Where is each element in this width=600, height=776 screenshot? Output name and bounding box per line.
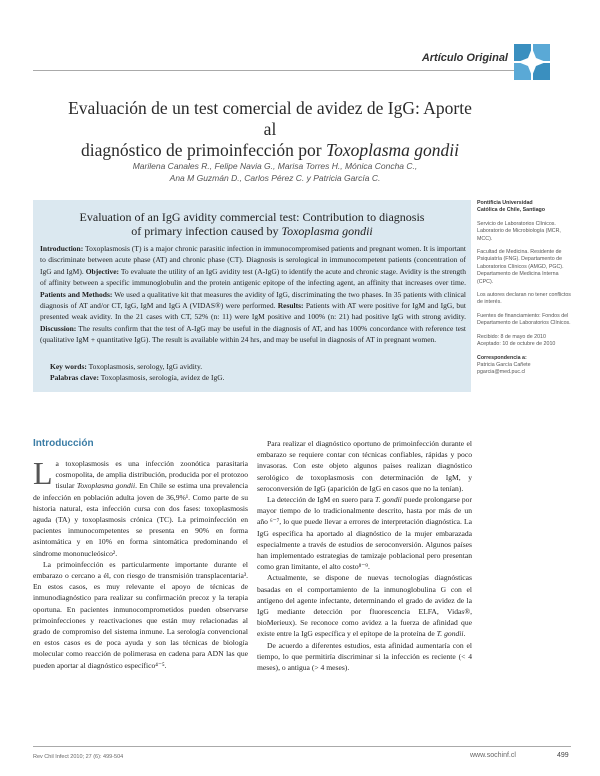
intro-p4-organism: T. gondii	[374, 495, 402, 505]
abstract-results-label: Results:	[277, 301, 304, 311]
abstract-keywords	[40, 361, 466, 383]
intro-p4a: La detección de IgM en suero para	[267, 495, 375, 505]
abstract-results-text: Patients with AT were positive for IgM and IgG, but presented weak avidity. In the 21 cases with CT, 52% (n: 11) were IgM positive and 100% (n: 21) had positive IgG with strong avidity.	[40, 301, 466, 322]
title-organism: Toxoplasma gondii	[325, 140, 459, 160]
footer-divider	[33, 746, 571, 747]
intro-p2: La primoinfección es particularmente importante durante el embarazo o cercano a él, con riesgo de transmisión transplacentaria³. En estos casos, es muy relevante el apoyo de técnicas de inmunodiagnóstico para realizar su confirmación precoz y la terapia oportuna. En pacientes inmunocomprometidos pueden observarse primoinfecciones y reactivaciones que están muy relacionadas al grado de compromiso del sistema inmune. La serología convencional en estos casos es de poca ayuda y son las técnicas de biología molecular como reacción de polimerasa en cadena para ADN las que pueden aportar al diagnóstico específico⁴⁻⁵.	[33, 559, 248, 670]
page-number: 499	[557, 752, 569, 759]
intro-p3: Para realizar el diagnóstico oportuno de primoinfección durante el embarazo se requiere contar con técnicas confiables, rápidas y poco invasoras. Con este objeto algunos países realizan diagnóstico serológico de toxoplasmosis con determinación de IgM, y seroconversión de IgG (aparición de IgG en casos que no la tenían).	[257, 439, 472, 493]
header-divider	[33, 70, 515, 71]
abstract-discussion-label: Discussion:	[40, 323, 77, 333]
body-column-left	[33, 455, 248, 671]
footer-citation: Rev Chil Infect 2010; 27 (6): 499-504	[33, 754, 124, 760]
palabras-label: Palabras clave:	[50, 373, 99, 382]
intro-p1b: . En Chile se estima una prevalencia de infección en población adulta joven de 36,9%¹. Como parte de su historia natural, esta infección cursa con dos fases: toxoplasmosis aguda (TA) y toxoplasmosis crónica (TC). La primoinfección en pacientes inmunocompetentes se presenta en 90% en forma asintomática y en 10% en forma sintomática predominando el síndrome mononucleósico².	[33, 481, 248, 558]
keywords-text: Toxoplasmosis, serology, IgG avidity.	[86, 362, 203, 371]
intro-p4b: puede prolongarse por mayor tiempo de lo tradicionalmente descrito, hasta por más de un año ⁶⁻⁷, lo que puede llevar a errores de interpretación diagnóstica. La IgG específica ha aportado al diagnóstico de la mujer embarazada especialmente a través de estudios de seroconversión. Algunos países han implementado estrategias de tamizaje poblacional pero presentan como gran limitante, el alto costo⁸⁻⁹.	[257, 495, 472, 572]
intro-heading: Introducción	[33, 438, 94, 449]
abstract-discussion-text: The results confirm that the test of A-IgG may be useful in the diagnosis of AT, and has 100% concordance with reference test (qualitative IgM + quantitative IgG). The result is available within 24 hrs, and may be useful in diagnosis of AT in pregnant women.	[40, 323, 466, 345]
accepted-date: Aceptado: 10 de octubre de 2010	[477, 341, 556, 348]
authors-line2: Ana M Guzmán D., Carlos Pérez C. y Patricia García C.	[169, 173, 381, 183]
abstract-intro-text: Toxoplasmosis (T) is a major chronic parasitic infection in immunocompromised patients and pregnant women. It is important to discriminate between acute phase (AT) and chronic phase (CT). Diagnosis is serological in immunocompetent patients (concentration of IgG and IgM).	[40, 244, 466, 276]
body-column-right	[257, 438, 472, 673]
intro-p1-organism: Toxoplasma gondii	[76, 481, 136, 491]
abstract-methods-text: We used a qualitative kit that measures the avidity of IgG, discriminating the two phases. In 35 patients with clinical diagnosis of AT and/or CT, IgG, IgM and IgG A (VIDAS®) were performed.	[40, 289, 467, 311]
footer-site-link[interactable]: www.sochinf.cl	[470, 752, 516, 759]
author-list	[130, 160, 420, 184]
title-line2: diagnóstico de primoinfección por	[81, 140, 326, 160]
intro-p1a: a toxoplasmosis es una infección zoonótica parasitaria cosmopolita, de amplia distribución, producida por el protozoo tisular	[55, 459, 248, 491]
abstract-title-line1: Evaluation of an IgG avidity commercial test: Contribution to diagnosis	[79, 210, 425, 224]
intro-p6: De acuerdo a diferentes estudios, esta afinidad aumentaría con el tiempo, lo que permitiría discriminar si la infección es reciente (< 4 meses), o antigua (> 4 meses).	[257, 640, 472, 673]
abstract-title	[60, 210, 444, 238]
abstract-intro-label: Introduction:	[40, 244, 84, 253]
drop-cap: L	[33, 455, 53, 491]
institution-line1: Pontificia Universidad	[477, 200, 533, 206]
abstract-title-line2: of primary infection caused by	[131, 224, 282, 238]
keywords-label: Key words:	[50, 362, 87, 371]
correspondence-name: Patricia García Cañete	[477, 361, 531, 368]
affiliation-sidebar	[477, 200, 573, 383]
intro-p5b: .	[463, 629, 466, 639]
abstract-objective-label: Objective:	[85, 266, 120, 276]
palabras-text: Toxoplasmosis, serología, avidez de IgG.	[98, 373, 225, 382]
correspondence-label: Correspondencia a:	[477, 354, 527, 361]
conflict-statement: Los autores declaran no tener conflictos de interés.	[477, 292, 571, 306]
received-date: Recibido: 8 de mayo de 2010	[477, 333, 546, 340]
abstract-title-organism: Toxoplasma gondii	[281, 224, 373, 238]
article-title	[60, 98, 480, 161]
title-line1: Evaluación de un test comercial de avidez de IgG: Aporte al	[68, 98, 472, 139]
abstract-methods-label: Patients and Methods:	[40, 289, 113, 299]
authors-line1: Marilena Canales R., Felipe Navia G., Marisa Torres H., Mónica Concha C.,	[132, 161, 418, 171]
journal-logo-icon	[514, 44, 550, 80]
affiliation-lab: Servicio de Laboratorios Clínicos. Laboratorio de Microbiología (MCR, MCC).	[477, 220, 561, 242]
abstract-objective-text: To evaluate the utility of an IgG avidity test (A-IgG) to identify the acute and chronic stage. Avidity is the strength of affinity between a specific immunoglobulin and the protein antigenic epitope of the infecting agent, an affinity that increases over time.	[40, 266, 466, 288]
funding-statement: Fuentes de financiamiento: Fondos del Departamento de Laboratorios Clínicos.	[477, 312, 571, 327]
intro-p5a: Actualmente, se dispone de nuevas tecnologías diagnósticas basadas en el comportamiento de la inmunoglobulina G con el antígeno del agente infectante, determinando el grado de avidez de la IgG mediante detección por fluorescencia ELFA, Vidas®, bioMerieux). Se reconoce como avidez a la fuerza de afinidad que existe entre la IgG específica y el epítope de la proteína de	[257, 573, 472, 639]
section-label: Artículo Original	[421, 52, 508, 64]
correspondence-email[interactable]: pgarcia@med.puc.cl	[477, 369, 526, 376]
institution-line2: Católica de Chile, Santiago	[477, 207, 545, 214]
abstract-body	[40, 243, 466, 346]
affiliation-faculty: Facultad de Medicina. Residente de Psiquiatría (FNG). Departamento de Laboratorios Clínicos (AMGD, PGC). Departamento de Medicina Interna (CPC).	[477, 249, 564, 285]
intro-p5-organism: T. gondii	[436, 629, 464, 639]
